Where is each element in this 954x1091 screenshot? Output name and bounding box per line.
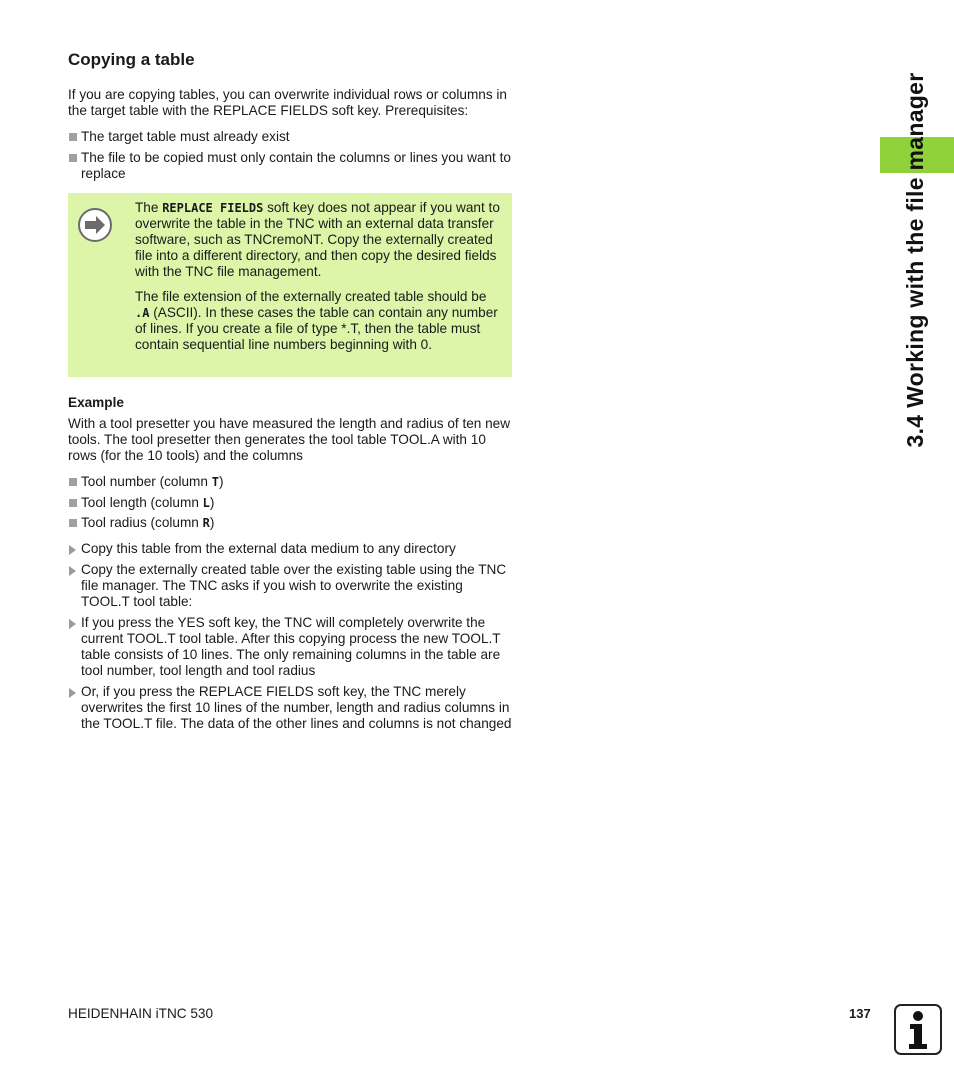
example-heading: Example [68, 395, 124, 410]
section-title: Copying a table [68, 50, 195, 69]
triangle-bullet-icon [69, 688, 76, 698]
example-intro: With a tool presetter you have measured the length and radius of ten new tools. The tool presetter then generates the tool table TOOL.A with 10 rows (for the 10 tools) and the columns [68, 416, 511, 463]
page-number: 137 [849, 1006, 871, 1021]
list-item: Tool radius (column R) [68, 515, 513, 531]
square-bullet-icon [69, 499, 77, 507]
square-bullet-icon [69, 154, 77, 162]
intro-paragraph: If you are copying tables, you can overwrite individual rows or columns in the target table with the REPLACE FIELDS soft key. Prerequisites: [68, 87, 507, 118]
list-item: The file to be copied must only contain the columns or lines you want to replace [68, 150, 513, 182]
triangle-bullet-icon [69, 545, 76, 555]
triangle-bullet-icon [69, 619, 76, 629]
step-item: Copy this table from the external data medium to any directory [68, 541, 513, 557]
arrow-right-icon [78, 208, 112, 242]
square-bullet-icon [69, 519, 77, 527]
step-item: Copy the externally created table over the existing table using the TNC file manager. The TNC asks if you wish to overwrite the existing TOOL.T tool table: [68, 562, 513, 610]
step-item: Or, if you press the REPLACE FIELDS soft key, the TNC merely overwrites the first 10 lines of the number, length and radius columns in the TOOL.T file. The data of the other lines and columns is not changed [68, 684, 513, 732]
note-paragraph-1: The REPLACE FIELDS soft key does not appear if you want to overwrite the table in the TNC with an external data transfer software, such as TNCremoNT. Copy the externally created file into a different directory, and then copy the desired fields with the TNC file management. [135, 200, 500, 279]
triangle-bullet-icon [69, 566, 76, 576]
square-bullet-icon [69, 478, 77, 486]
note-paragraph-2: The file extension of the externally created table should be .A (ASCII). In these cases the table can contain any number of lines. If you create a file of type *.T, then the table must contain sequential line numbers beginning with 0. [135, 289, 498, 352]
square-bullet-icon [69, 133, 77, 141]
list-item: Tool length (column L) [68, 495, 513, 511]
note-box [68, 193, 512, 377]
step-item: If you press the YES soft key, the TNC will completely overwrite the current TOOL.T tool table. After this copying process the new TOOL.T table consists of 10 lines. The only remaining columns in the table are tool number, tool length and tool radius [68, 615, 513, 679]
info-icon [894, 1004, 942, 1055]
list-item: Tool number (column T) [68, 474, 513, 490]
list-item: The target table must already exist [68, 129, 513, 145]
footer-product: HEIDENHAIN iTNC 530 [68, 1006, 214, 1021]
